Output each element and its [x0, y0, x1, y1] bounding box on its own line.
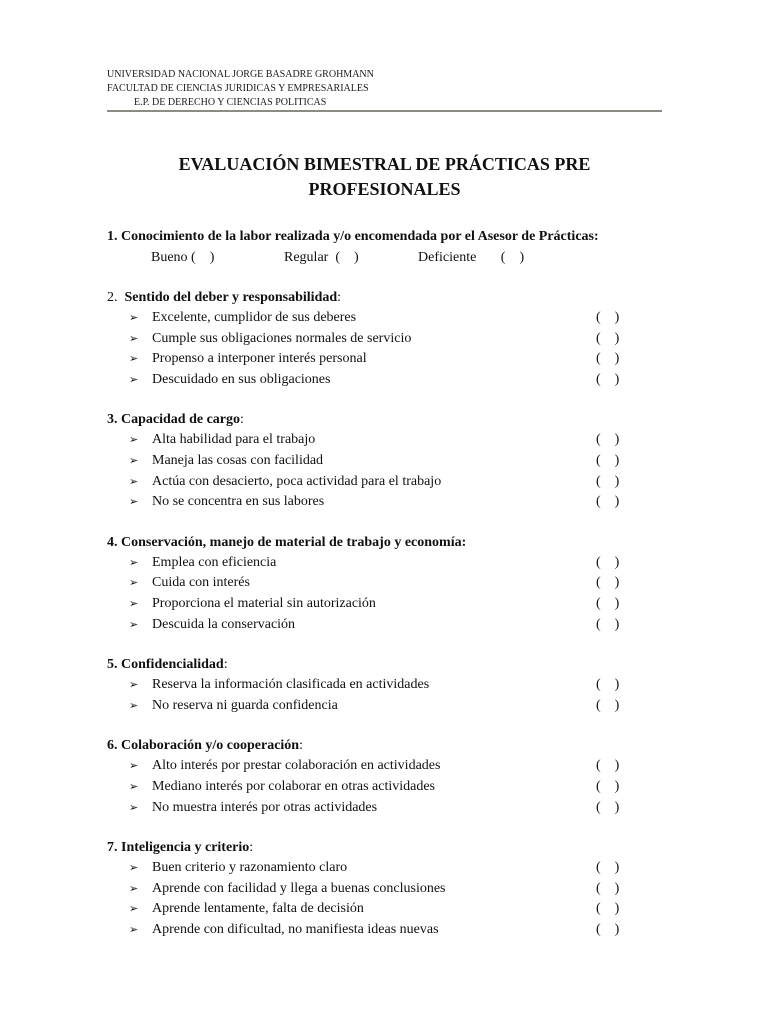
title-line-1: EVALUACIÓN BIMESTRAL DE PRÁCTICAS PRE: [178, 154, 591, 174]
checkbox-blank[interactable]: ( ): [596, 310, 620, 325]
criteria-item: [107, 899, 662, 920]
criteria-text: Buen criterio y razonamiento claro: [152, 860, 348, 876]
evaluation-section: [107, 287, 662, 390]
faculty-name: FACULTAD DE CIENCIAS JURIDICAS Y EMPRESARIALES: [107, 83, 369, 94]
criteria-text: Maneja las cosas con facilidad: [152, 452, 324, 468]
checkbox-blank[interactable]: ( ): [596, 901, 620, 917]
criteria-text: Alto interés por prestar colaboración en actividades: [152, 758, 441, 774]
criteria-text: Emplea con eficiencia: [152, 554, 277, 570]
criteria-text: Excelente, cumplidor de sus deberes: [152, 310, 357, 325]
arrow-bullet-icon: ➢: [129, 352, 139, 366]
criteria-text: Mediano interés por colaborar en otras actividades: [152, 778, 436, 794]
checkbox-blank[interactable]: ( ): [596, 595, 620, 611]
institution-header: [107, 68, 662, 110]
section-title: Confidencialidad: [121, 657, 224, 673]
criteria-item: [107, 573, 662, 594]
section-heading: [107, 837, 662, 858]
arrow-bullet-icon: ➢: [129, 678, 139, 692]
criteria-item: [107, 696, 662, 717]
criteria-text: No reserva ni guarda confidencia: [152, 697, 338, 713]
section-heading: [107, 735, 662, 756]
criteria-text: Aprende con dificultad, no manifiesta ideas nuevas: [152, 921, 439, 937]
checkbox-blank[interactable]: ( ): [596, 351, 620, 367]
arrow-bullet-icon: ➢: [129, 881, 139, 895]
section-title: Inteligencia y criterio: [121, 840, 250, 856]
section-title: Colaboración y/o cooperación: [121, 738, 300, 754]
checkbox-blank[interactable]: ( ): [596, 921, 620, 937]
option-regular[interactable]: Regular ( ): [284, 250, 359, 265]
option-bueno[interactable]: Bueno ( ): [151, 250, 215, 265]
checkbox-blank[interactable]: ( ): [596, 860, 620, 876]
arrow-bullet-icon: ➢: [129, 922, 139, 936]
question-1-heading: 1. Conocimiento de la labor realizada y/o encomendada por el Asesor de Prácticas:: [107, 229, 599, 244]
checkbox-blank[interactable]: ( ): [596, 616, 620, 632]
section-number: 5.: [107, 657, 121, 673]
option-deficiente[interactable]: Deficiente ( ): [418, 250, 525, 265]
section-title-colon: :: [240, 412, 244, 428]
arrow-bullet-icon: ➢: [129, 596, 139, 610]
criteria-text: Actúa con desacierto, poca actividad para el trabajo: [152, 473, 442, 489]
arrow-bullet-icon: ➢: [129, 555, 139, 569]
checkbox-blank[interactable]: ( ): [596, 677, 620, 693]
arrow-bullet-icon: ➢: [129, 902, 139, 916]
checkbox-blank[interactable]: ( ): [596, 778, 620, 794]
checkbox-blank[interactable]: ( ): [596, 554, 620, 570]
criteria-item: [107, 451, 662, 472]
section-number: 3.: [107, 412, 121, 428]
section-title-colon: :: [337, 290, 342, 305]
section-heading: [107, 654, 662, 675]
title-line-2: PROFESIONALES: [308, 179, 461, 199]
evaluation-form: [107, 226, 662, 959]
checkbox-blank[interactable]: ( ): [596, 758, 620, 774]
question-1-options: [107, 247, 662, 268]
section-title: Conservación, manejo de material de trabajo y economía:: [121, 534, 467, 550]
evaluation-section: [107, 532, 662, 635]
criteria-item: [107, 329, 662, 350]
evaluation-section: [107, 837, 662, 940]
criteria-item: [107, 492, 662, 513]
section-heading: [107, 532, 662, 553]
arrow-bullet-icon: ➢: [129, 474, 139, 488]
document-title: [107, 152, 662, 202]
section-title: Capacidad de cargo: [121, 412, 240, 428]
evaluation-section: [107, 654, 662, 716]
criteria-text: No se concentra en sus labores: [152, 494, 325, 510]
criteria-item: [107, 594, 662, 615]
criteria-text: Reserva la información clasificada en actividades: [152, 677, 430, 693]
checkbox-blank[interactable]: ( ): [596, 371, 620, 387]
criteria-text: Aprende con facilidad y llega a buenas conclusiones: [152, 880, 446, 896]
arrow-bullet-icon: ➢: [129, 576, 139, 590]
criteria-item: [107, 777, 662, 798]
criteria-text: Descuidado en sus obligaciones: [152, 371, 331, 387]
checkbox-blank[interactable]: ( ): [596, 452, 620, 468]
checkbox-blank[interactable]: ( ): [596, 494, 620, 510]
arrow-bullet-icon: ➢: [129, 861, 139, 875]
arrow-bullet-icon: ➢: [129, 800, 139, 814]
checkbox-blank[interactable]: ( ): [596, 799, 620, 815]
criteria-item: [107, 430, 662, 451]
checkbox-blank[interactable]: ( ): [596, 330, 620, 346]
criteria-item: [107, 879, 662, 900]
criteria-item: [107, 553, 662, 574]
criteria-item: [107, 920, 662, 941]
criteria-text: Cumple sus obligaciones normales de servicio: [152, 330, 412, 346]
criteria-item: [107, 858, 662, 879]
criteria-item: [107, 756, 662, 777]
arrow-bullet-icon: ➢: [129, 698, 139, 712]
criteria-text: Proporciona el material sin autorización: [152, 595, 376, 611]
arrow-bullet-icon: ➢: [129, 759, 139, 773]
section-heading: [107, 409, 662, 430]
section-heading: [107, 287, 662, 308]
criteria-item: [107, 798, 662, 819]
checkbox-blank[interactable]: ( ): [596, 697, 620, 713]
section-title-colon: :: [249, 840, 254, 856]
criteria-text: Propenso a interponer interés personal: [152, 351, 367, 367]
section-title-colon: :: [223, 657, 228, 673]
criteria-text: Descuida la conservación: [152, 616, 296, 632]
arrow-bullet-icon: ➢: [129, 617, 139, 631]
section-title: Sentido del deber y responsabilidad: [124, 290, 338, 305]
evaluation-section: [107, 735, 662, 818]
arrow-bullet-icon: ➢: [129, 372, 139, 386]
criteria-item: [107, 615, 662, 636]
criteria-item: [107, 370, 662, 391]
section-title-colon: :: [299, 738, 303, 754]
criteria-item: [107, 349, 662, 370]
checkbox-blank[interactable]: ( ): [596, 880, 620, 896]
checkbox-blank[interactable]: ( ): [596, 473, 620, 489]
section-number: 7.: [107, 840, 121, 856]
criteria-text: Cuida con interés: [152, 575, 250, 591]
criteria-item: [107, 472, 662, 493]
school-name: E.P. DE DERECHO Y CIENCIAS POLITICAS: [134, 97, 327, 108]
criteria-text: Aprende lentamente, falta de decisión: [152, 901, 364, 917]
evaluation-sections: [107, 287, 662, 940]
arrow-bullet-icon: ➢: [129, 779, 139, 793]
criteria-item: [107, 308, 662, 329]
criteria-item: [107, 675, 662, 696]
evaluation-section: [107, 409, 662, 512]
university-name: UNIVERSIDAD NACIONAL JORGE BASADRE GROHMANN: [107, 69, 374, 80]
arrow-bullet-icon: ➢: [129, 311, 139, 324]
criteria-text: Alta habilidad para el trabajo: [152, 432, 316, 448]
arrow-bullet-icon: ➢: [129, 433, 139, 447]
section-number: 2.: [107, 290, 125, 305]
arrow-bullet-icon: ➢: [129, 453, 139, 467]
checkbox-blank[interactable]: ( ): [596, 432, 620, 448]
arrow-bullet-icon: ➢: [129, 331, 139, 345]
arrow-bullet-icon: ➢: [129, 495, 139, 509]
checkbox-blank[interactable]: ( ): [596, 575, 620, 591]
section-number: 4.: [107, 534, 121, 550]
section-number: 6.: [107, 738, 121, 754]
header-divider: [107, 110, 662, 112]
criteria-text: No muestra interés por otras actividades: [152, 799, 378, 815]
